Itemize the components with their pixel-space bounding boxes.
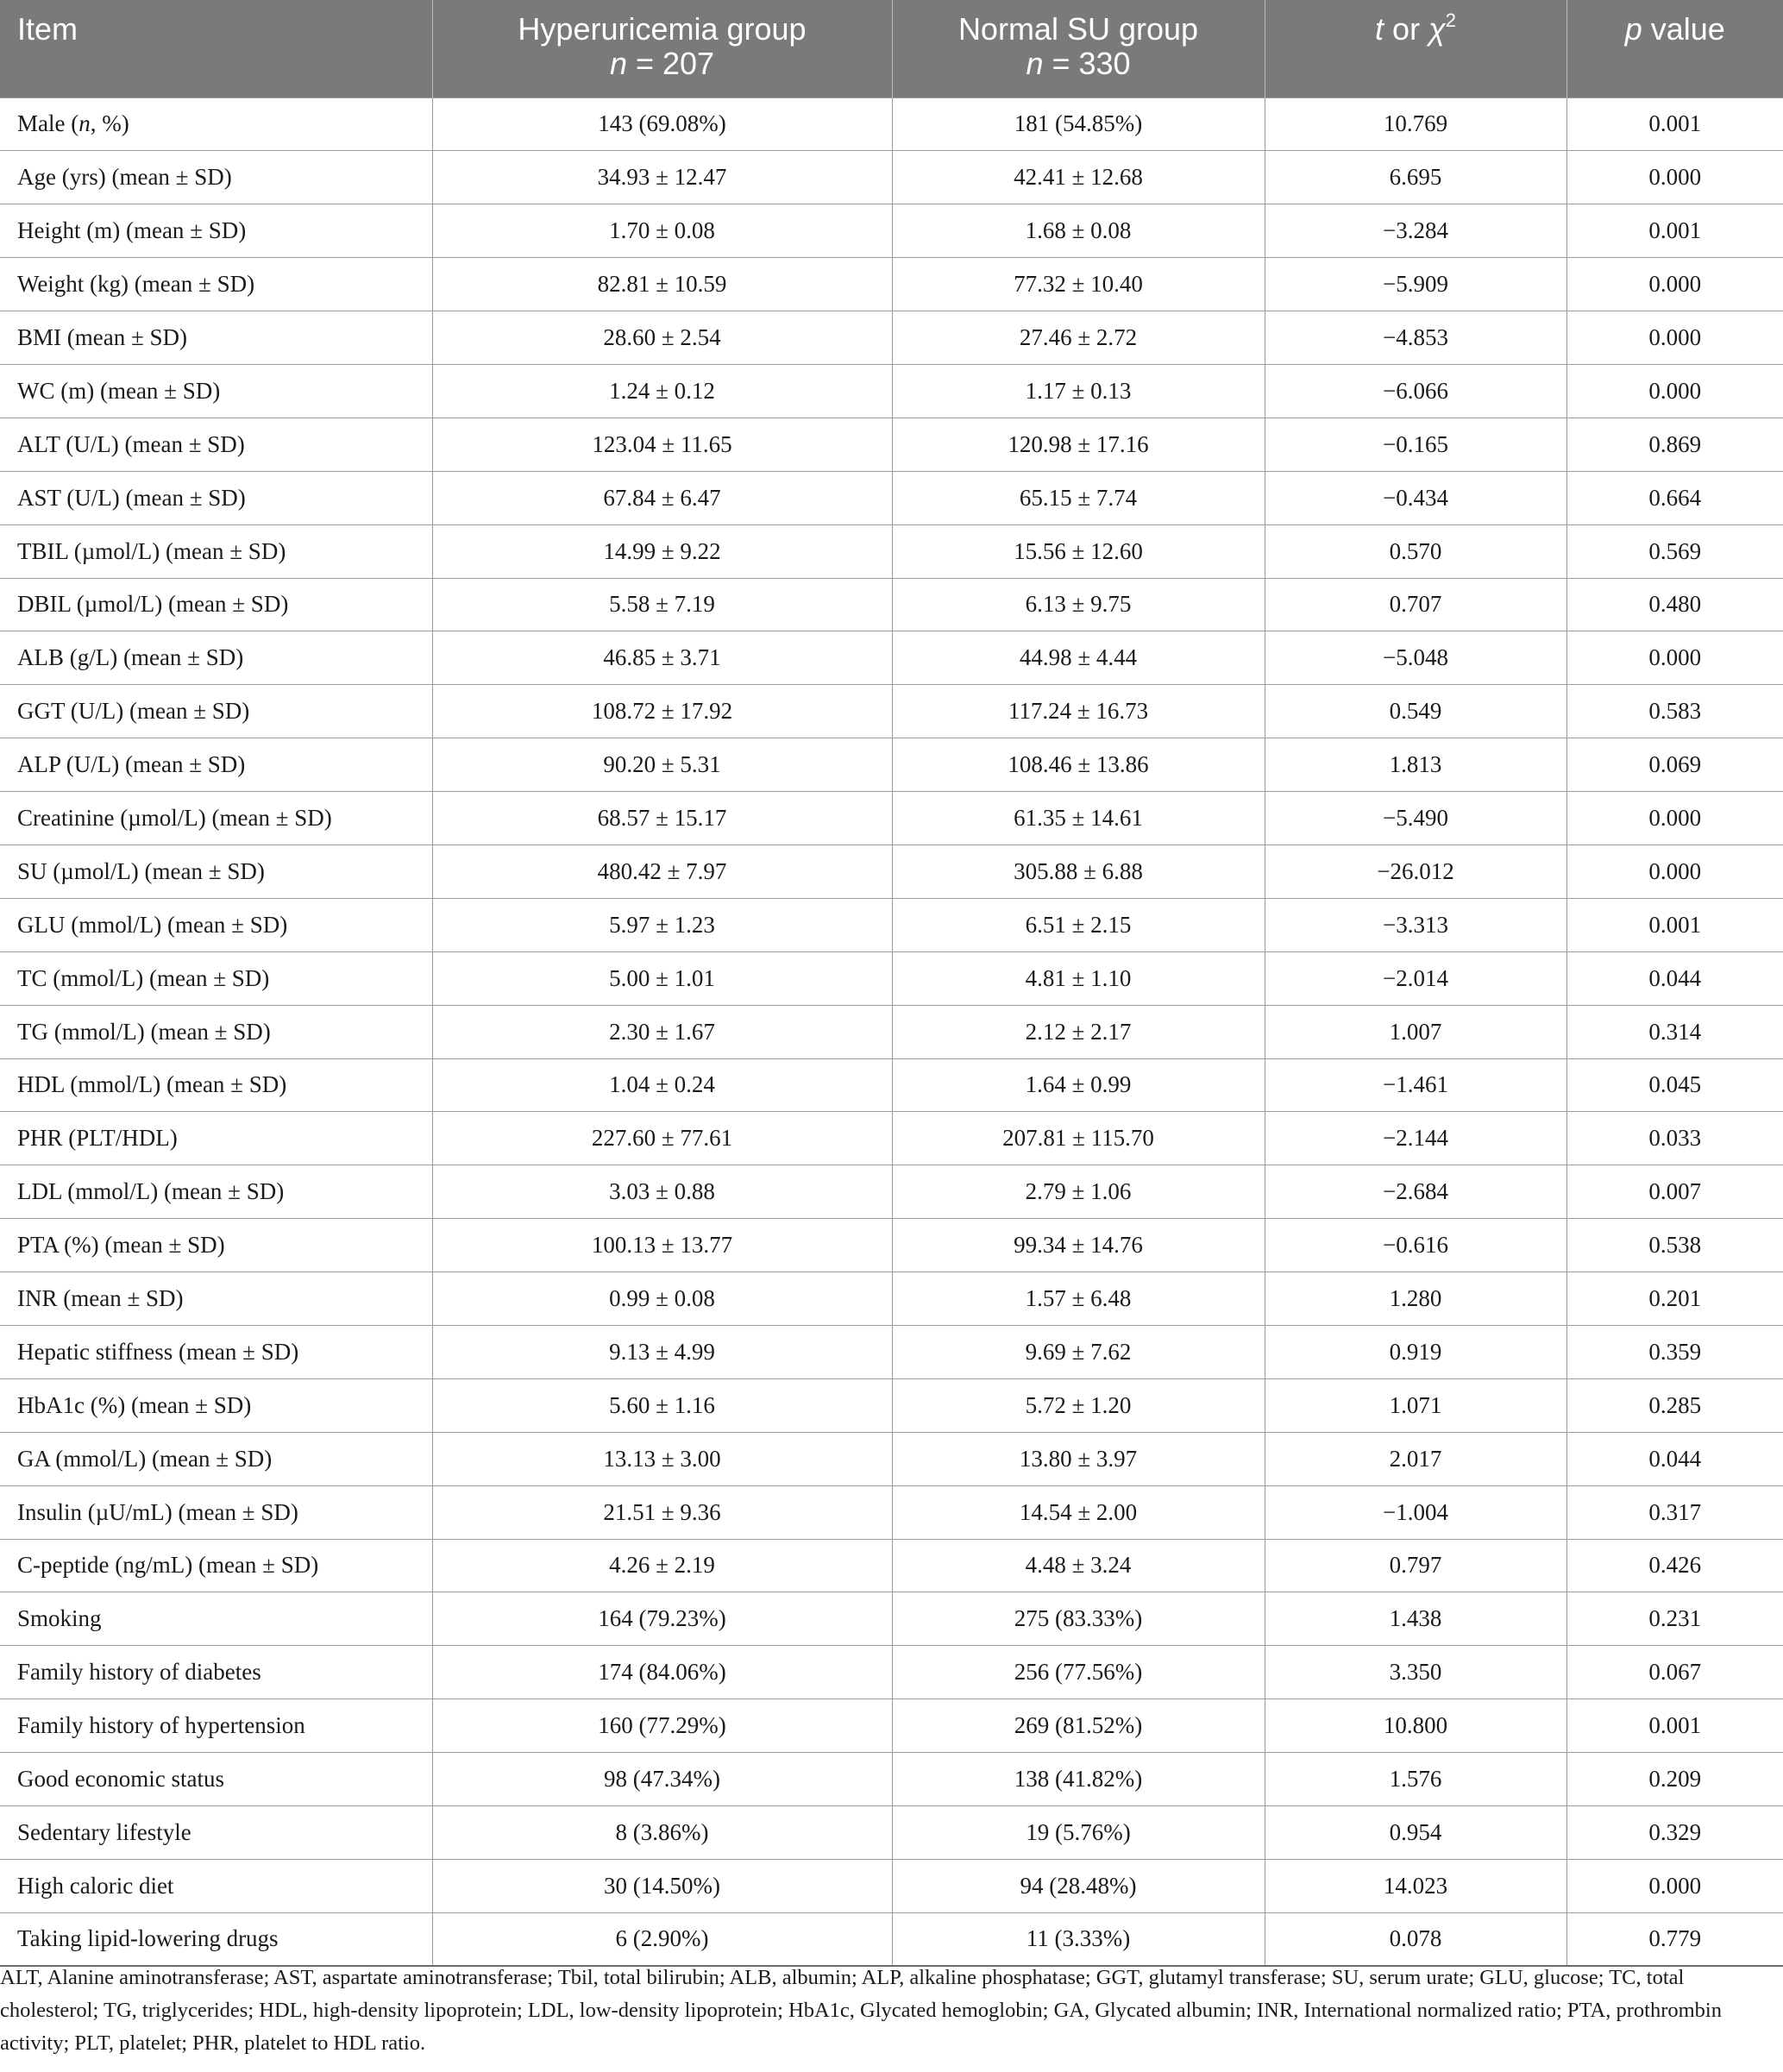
row-item: Insulin (µU/mL) (mean ± SD)	[0, 1485, 432, 1539]
row-normal-value: 117.24 ± 16.73	[892, 685, 1265, 738]
header-row	[0, 0, 1783, 97]
header-stat-t: t	[1375, 11, 1384, 47]
row-normal-value: 61.35 ± 14.61	[892, 792, 1265, 845]
row-hyperuricemia-value: 108.72 ± 17.92	[432, 685, 892, 738]
row-normal-value: 6.13 ± 9.75	[892, 578, 1265, 631]
table-row	[0, 1912, 1783, 1966]
row-item: HbA1c (%) (mean ± SD)	[0, 1378, 432, 1432]
row-p-value: 0.001	[1566, 1699, 1783, 1753]
row-statistic: 0.919	[1265, 1325, 1566, 1378]
row-hyperuricemia-value: 13.13 ± 3.00	[432, 1432, 892, 1485]
row-statistic: −0.434	[1265, 471, 1566, 524]
row-hyperuricemia-value: 4.26 ± 2.19	[432, 1539, 892, 1592]
row-normal-value: 94 (28.48%)	[892, 1859, 1265, 1912]
row-normal-value: 108.46 ± 13.86	[892, 738, 1265, 792]
header-normal-su-group	[892, 0, 1265, 97]
row-statistic: 6.695	[1265, 151, 1566, 204]
table-row	[0, 844, 1783, 898]
row-p-value: 0.045	[1566, 1058, 1783, 1112]
row-statistic: −3.284	[1265, 204, 1566, 258]
row-p-value: 0.000	[1566, 311, 1783, 365]
header-stat-chi: χ	[1428, 11, 1446, 47]
header-p-value	[1566, 0, 1783, 97]
row-hyperuricemia-value: 68.57 ± 15.17	[432, 792, 892, 845]
table-row	[0, 1058, 1783, 1112]
row-p-value: 0.285	[1566, 1378, 1783, 1432]
row-p-value: 0.314	[1566, 1005, 1783, 1058]
table-row	[0, 151, 1783, 204]
header-p-label: p	[1624, 11, 1642, 47]
row-normal-value: 42.41 ± 12.68	[892, 151, 1265, 204]
row-item: WC (m) (mean ± SD)	[0, 364, 432, 418]
table-row	[0, 258, 1783, 311]
italic-n: n	[78, 110, 91, 137]
row-statistic: 3.350	[1265, 1646, 1566, 1699]
header-stat-or: or	[1384, 11, 1429, 47]
table-row	[0, 1378, 1783, 1432]
header-hyperuricemia-group	[432, 0, 892, 97]
row-statistic: 0.954	[1265, 1806, 1566, 1860]
table-row	[0, 1165, 1783, 1219]
row-statistic: −5.909	[1265, 258, 1566, 311]
row-normal-value: 15.56 ± 12.60	[892, 524, 1265, 578]
row-item: LDL (mmol/L) (mean ± SD)	[0, 1165, 432, 1219]
table-row	[0, 631, 1783, 685]
row-statistic: −2.014	[1265, 951, 1566, 1005]
row-item: HDL (mmol/L) (mean ± SD)	[0, 1058, 432, 1112]
row-hyperuricemia-value: 160 (77.29%)	[432, 1699, 892, 1753]
row-hyperuricemia-value: 34.93 ± 12.47	[432, 151, 892, 204]
row-statistic: −0.165	[1265, 418, 1566, 471]
row-p-value: 0.201	[1566, 1272, 1783, 1326]
row-item: ALP (U/L) (mean ± SD)	[0, 738, 432, 792]
row-hyperuricemia-value: 1.70 ± 0.08	[432, 204, 892, 258]
row-normal-value: 27.46 ± 2.72	[892, 311, 1265, 365]
row-statistic: 1.813	[1265, 738, 1566, 792]
row-normal-value: 2.79 ± 1.06	[892, 1165, 1265, 1219]
row-normal-value: 1.64 ± 0.99	[892, 1058, 1265, 1112]
row-statistic: 1.007	[1265, 1005, 1566, 1058]
table-row	[0, 364, 1783, 418]
row-hyperuricemia-value: 67.84 ± 6.47	[432, 471, 892, 524]
row-item: High caloric diet	[0, 1859, 432, 1912]
row-p-value: 0.000	[1566, 844, 1783, 898]
row-p-value: 0.664	[1566, 471, 1783, 524]
row-item: ALB (g/L) (mean ± SD)	[0, 631, 432, 685]
row-hyperuricemia-value: 98 (47.34%)	[432, 1753, 892, 1806]
row-statistic: −2.684	[1265, 1165, 1566, 1219]
row-normal-value: 120.98 ± 17.16	[892, 418, 1265, 471]
row-normal-value: 11 (3.33%)	[892, 1912, 1265, 1966]
row-statistic: 1.438	[1265, 1592, 1566, 1646]
row-normal-value: 9.69 ± 7.62	[892, 1325, 1265, 1378]
row-hyperuricemia-value: 5.58 ± 7.19	[432, 578, 892, 631]
header-normal-n-label: n	[1026, 46, 1044, 81]
row-item: AST (U/L) (mean ± SD)	[0, 471, 432, 524]
row-hyperuricemia-value: 5.60 ± 1.16	[432, 1378, 892, 1432]
row-p-value: 0.000	[1566, 631, 1783, 685]
row-statistic: −26.012	[1265, 844, 1566, 898]
row-hyperuricemia-value: 21.51 ± 9.36	[432, 1485, 892, 1539]
table-row	[0, 792, 1783, 845]
row-hyperuricemia-value: 480.42 ± 7.97	[432, 844, 892, 898]
row-normal-value: 2.12 ± 2.17	[892, 1005, 1265, 1058]
row-normal-value: 4.48 ± 3.24	[892, 1539, 1265, 1592]
row-item: Male (n, %)	[0, 97, 432, 151]
table-footnote: ALT, Alanine aminotransferase; AST, aspartate aminotransferase; Tbil, total bilirubin; ALB, albumin; ALP, alkaline phosphatase; GGT, glutamyl transferase; SU, serum urate; GLU, glucose; TC, total cholesterol; TG, triglycerides; HDL, high-density lipoprotein; LDL, low-density lipoprotein; HbA1c, Glycated hemoglobin; GA, Glycated albumin; INR, International normalized ratio; PTA, prothrombin activity; PLT, platelet; PHR, platelet to HDL ratio.	[0, 1966, 1722, 2055]
row-p-value: 0.231	[1566, 1592, 1783, 1646]
row-statistic: 10.769	[1265, 97, 1566, 151]
table-row	[0, 1592, 1783, 1646]
row-item: ALT (U/L) (mean ± SD)	[0, 418, 432, 471]
row-item: INR (mean ± SD)	[0, 1272, 432, 1326]
header-item	[0, 0, 432, 97]
row-hyperuricemia-value: 14.99 ± 9.22	[432, 524, 892, 578]
header-hyper-n-value: = 207	[626, 46, 715, 81]
row-hyperuricemia-value: 143 (69.08%)	[432, 97, 892, 151]
row-hyperuricemia-value: 28.60 ± 2.54	[432, 311, 892, 365]
header-hyper-n-label: n	[609, 46, 627, 81]
row-normal-value: 1.68 ± 0.08	[892, 204, 1265, 258]
row-p-value: 0.426	[1566, 1539, 1783, 1592]
row-p-value: 0.480	[1566, 578, 1783, 631]
row-hyperuricemia-value: 164 (79.23%)	[432, 1592, 892, 1646]
row-statistic: 0.078	[1265, 1912, 1566, 1966]
row-normal-value: 6.51 ± 2.15	[892, 898, 1265, 951]
row-item: Smoking	[0, 1592, 432, 1646]
row-p-value: 0.538	[1566, 1219, 1783, 1272]
row-normal-value: 275 (83.33%)	[892, 1592, 1265, 1646]
row-hyperuricemia-value: 46.85 ± 3.71	[432, 631, 892, 685]
row-hyperuricemia-value: 8 (3.86%)	[432, 1806, 892, 1860]
table-row	[0, 685, 1783, 738]
row-p-value: 0.329	[1566, 1806, 1783, 1860]
row-hyperuricemia-value: 1.04 ± 0.24	[432, 1058, 892, 1112]
table-row	[0, 1112, 1783, 1165]
row-statistic: −5.490	[1265, 792, 1566, 845]
table-row	[0, 1325, 1783, 1378]
row-p-value: 0.001	[1566, 204, 1783, 258]
row-normal-value: 207.81 ± 115.70	[892, 1112, 1265, 1165]
header-item-label: Item	[17, 11, 78, 47]
table-row	[0, 97, 1783, 151]
row-hyperuricemia-value: 3.03 ± 0.88	[432, 1165, 892, 1219]
row-item: TG (mmol/L) (mean ± SD)	[0, 1005, 432, 1058]
row-statistic: −6.066	[1265, 364, 1566, 418]
table-row	[0, 1432, 1783, 1485]
row-item: GGT (U/L) (mean ± SD)	[0, 685, 432, 738]
table-row	[0, 1539, 1783, 1592]
row-p-value: 0.869	[1566, 418, 1783, 471]
row-statistic: 0.797	[1265, 1539, 1566, 1592]
header-stat-chi-sup: 2	[1445, 9, 1456, 31]
row-item: Family history of hypertension	[0, 1699, 432, 1753]
row-normal-value: 256 (77.56%)	[892, 1646, 1265, 1699]
row-normal-value: 13.80 ± 3.97	[892, 1432, 1265, 1485]
row-item: PHR (PLT/HDL)	[0, 1112, 432, 1165]
table-row	[0, 1806, 1783, 1860]
row-p-value: 0.779	[1566, 1912, 1783, 1966]
row-normal-value: 19 (5.76%)	[892, 1806, 1265, 1860]
header-normal-title: Normal SU group	[957, 11, 1199, 47]
table-row	[0, 1005, 1783, 1058]
row-item: Sedentary lifestyle	[0, 1806, 432, 1860]
table-row	[0, 204, 1783, 258]
row-p-value: 0.209	[1566, 1753, 1783, 1806]
row-statistic: 1.576	[1265, 1753, 1566, 1806]
row-hyperuricemia-value: 5.00 ± 1.01	[432, 951, 892, 1005]
table-row	[0, 1699, 1783, 1753]
row-item: BMI (mean ± SD)	[0, 311, 432, 365]
row-p-value: 0.000	[1566, 258, 1783, 311]
row-normal-value: 14.54 ± 2.00	[892, 1485, 1265, 1539]
row-item: Creatinine (µmol/L) (mean ± SD)	[0, 792, 432, 845]
header-statistic	[1265, 0, 1566, 97]
row-statistic: 14.023	[1265, 1859, 1566, 1912]
row-statistic: −1.004	[1265, 1485, 1566, 1539]
table-row	[0, 524, 1783, 578]
row-p-value: 0.000	[1566, 792, 1783, 845]
table-body	[0, 97, 1783, 1966]
row-p-value: 0.359	[1566, 1325, 1783, 1378]
row-p-value: 0.001	[1566, 97, 1783, 151]
header-hyper-n	[434, 47, 891, 81]
row-item: TC (mmol/L) (mean ± SD)	[0, 951, 432, 1005]
row-p-value: 0.000	[1566, 1859, 1783, 1912]
table-row	[0, 898, 1783, 951]
row-normal-value: 269 (81.52%)	[892, 1699, 1265, 1753]
row-item: C-peptide (ng/mL) (mean ± SD)	[0, 1539, 432, 1592]
row-item: Weight (kg) (mean ± SD)	[0, 258, 432, 311]
row-p-value: 0.069	[1566, 738, 1783, 792]
row-item: Good economic status	[0, 1753, 432, 1806]
row-normal-value: 77.32 ± 10.40	[892, 258, 1265, 311]
row-normal-value: 5.72 ± 1.20	[892, 1378, 1265, 1432]
row-hyperuricemia-value: 1.24 ± 0.12	[432, 364, 892, 418]
table-row	[0, 1859, 1783, 1912]
row-normal-value: 181 (54.85%)	[892, 97, 1265, 151]
row-item: Family history of diabetes	[0, 1646, 432, 1699]
row-p-value: 0.033	[1566, 1112, 1783, 1165]
header-hyper-title: Hyperuricemia group	[518, 11, 807, 47]
row-hyperuricemia-value: 5.97 ± 1.23	[432, 898, 892, 951]
row-hyperuricemia-value: 30 (14.50%)	[432, 1859, 892, 1912]
row-statistic: −4.853	[1265, 311, 1566, 365]
row-item: DBIL (µmol/L) (mean ± SD)	[0, 578, 432, 631]
row-normal-value: 4.81 ± 1.10	[892, 951, 1265, 1005]
row-p-value: 0.569	[1566, 524, 1783, 578]
row-hyperuricemia-value: 2.30 ± 1.67	[432, 1005, 892, 1058]
row-hyperuricemia-value: 90.20 ± 5.31	[432, 738, 892, 792]
row-hyperuricemia-value: 0.99 ± 0.08	[432, 1272, 892, 1326]
row-p-value: 0.317	[1566, 1485, 1783, 1539]
row-hyperuricemia-value: 6 (2.90%)	[432, 1912, 892, 1966]
table-row	[0, 311, 1783, 365]
row-normal-value: 1.57 ± 6.48	[892, 1272, 1265, 1326]
row-statistic: 0.707	[1265, 578, 1566, 631]
row-p-value: 0.007	[1566, 1165, 1783, 1219]
row-statistic: −2.144	[1265, 1112, 1566, 1165]
table-row	[0, 738, 1783, 792]
row-hyperuricemia-value: 227.60 ± 77.61	[432, 1112, 892, 1165]
row-item: SU (µmol/L) (mean ± SD)	[0, 844, 432, 898]
row-statistic: −0.616	[1265, 1219, 1566, 1272]
table-row	[0, 1646, 1783, 1699]
row-hyperuricemia-value: 9.13 ± 4.99	[432, 1325, 892, 1378]
table-header	[0, 0, 1783, 97]
table-row	[0, 1753, 1783, 1806]
row-statistic: 0.570	[1265, 524, 1566, 578]
row-hyperuricemia-value: 82.81 ± 10.59	[432, 258, 892, 311]
row-item: PTA (%) (mean ± SD)	[0, 1219, 432, 1272]
table-row	[0, 1219, 1783, 1272]
table-row	[0, 418, 1783, 471]
header-normal-n	[894, 47, 1264, 81]
row-statistic: 2.017	[1265, 1432, 1566, 1485]
row-normal-value: 65.15 ± 7.74	[892, 471, 1265, 524]
row-normal-value: 1.17 ± 0.13	[892, 364, 1265, 418]
row-normal-value: 305.88 ± 6.88	[892, 844, 1265, 898]
row-item: Height (m) (mean ± SD)	[0, 204, 432, 258]
row-item: TBIL (µmol/L) (mean ± SD)	[0, 524, 432, 578]
row-p-value: 0.000	[1566, 364, 1783, 418]
row-hyperuricemia-value: 174 (84.06%)	[432, 1646, 892, 1699]
row-normal-value: 99.34 ± 14.76	[892, 1219, 1265, 1272]
table-row	[0, 578, 1783, 631]
header-p-word: value	[1642, 11, 1725, 47]
row-statistic: 0.549	[1265, 685, 1566, 738]
row-item: Age (yrs) (mean ± SD)	[0, 151, 432, 204]
row-hyperuricemia-value: 123.04 ± 11.65	[432, 418, 892, 471]
row-p-value: 0.044	[1566, 951, 1783, 1005]
row-item: GA (mmol/L) (mean ± SD)	[0, 1432, 432, 1485]
row-p-value: 0.001	[1566, 898, 1783, 951]
row-p-value: 0.067	[1566, 1646, 1783, 1699]
row-item: Taking lipid-lowering drugs	[0, 1912, 432, 1966]
row-statistic: 1.280	[1265, 1272, 1566, 1326]
row-hyperuricemia-value: 100.13 ± 13.77	[432, 1219, 892, 1272]
row-p-value: 0.044	[1566, 1432, 1783, 1485]
row-item: Hepatic stiffness (mean ± SD)	[0, 1325, 432, 1378]
row-statistic: −5.048	[1265, 631, 1566, 685]
row-p-value: 0.583	[1566, 685, 1783, 738]
row-statistic: 10.800	[1265, 1699, 1566, 1753]
table-row	[0, 1485, 1783, 1539]
row-statistic: −3.313	[1265, 898, 1566, 951]
row-statistic: −1.461	[1265, 1058, 1566, 1112]
row-normal-value: 44.98 ± 4.44	[892, 631, 1265, 685]
table-row	[0, 951, 1783, 1005]
header-normal-n-value: = 330	[1043, 46, 1131, 81]
table-row	[0, 471, 1783, 524]
row-statistic: 1.071	[1265, 1378, 1566, 1432]
row-item: GLU (mmol/L) (mean ± SD)	[0, 898, 432, 951]
table-row	[0, 1272, 1783, 1326]
row-normal-value: 138 (41.82%)	[892, 1753, 1265, 1806]
row-p-value: 0.000	[1566, 151, 1783, 204]
